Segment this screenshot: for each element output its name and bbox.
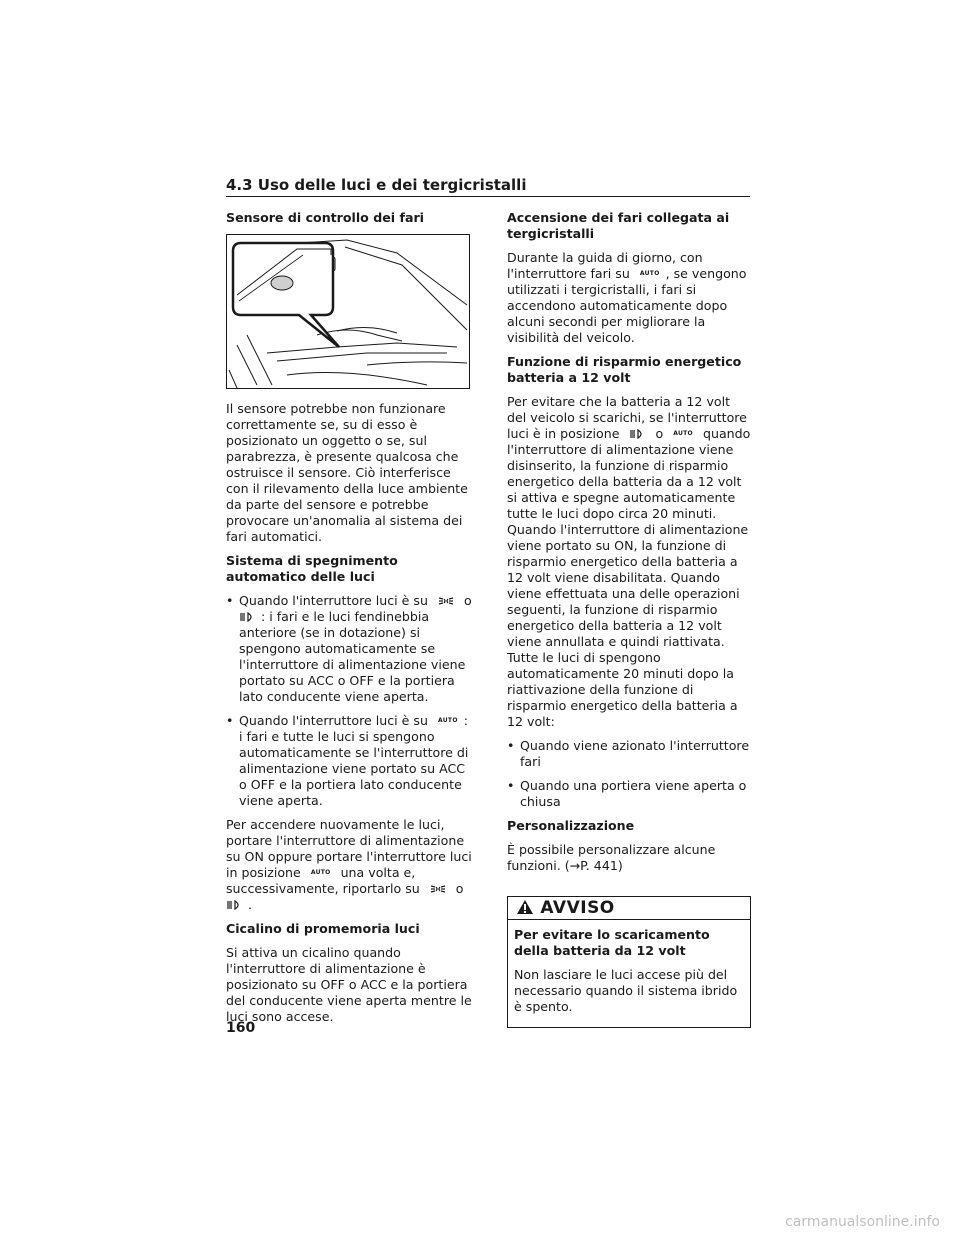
bullet2-text-b: : i fari e tutte le luci si spengono automaticamente se l'interruttore di alimentazione viene portato su ACC o OFF e la portiera lato conducente viene aperta. — [239, 713, 469, 808]
battery-title: Funzione di risparmio energetico batteria a 12 volt — [507, 354, 742, 385]
parking-lights-icon — [430, 884, 446, 894]
battery-text-b: quando l'interruttore di alimentazione viene disinserito, la funzione di risparmio energetico della batteria da a 12 volt si attiva e spegne automaticamente tutte le luci dopo circa 20 minuti. Quando l'interruttore di alimentazione viene portato su ON, la funzione di risparmio energetico della batteria a 12 volt viene disabilitata. Quando viene effettuata una delle operazioni seguenti, la funzione di risparmio energetico della batteria a 12 volt viene annullata e quindi riattivata. Tutte le luci di spengono automaticamente 20 minuti dopo la riattivazione della funzione di risparmio energetico della batteria a 12 volt: — [507, 426, 751, 729]
warning-body — [508, 920, 750, 1027]
warning-label: AVVISO — [540, 898, 615, 918]
battery-bullet2: Quando una portiera viene aperta o chiusa — [520, 778, 747, 809]
relight-text — [226, 817, 472, 913]
bullet: • — [226, 593, 234, 608]
auto-icon: AUTO — [673, 430, 693, 437]
auto-icon: AUTO — [438, 717, 458, 724]
bullet: • — [226, 713, 234, 728]
windshield-sensor-drawing — [227, 235, 469, 388]
list-item — [507, 778, 751, 810]
watermark: carmanualsonline.info — [785, 1214, 940, 1230]
wiper-text-b: , se vengono utilizzati i tergicristalli, i fari si accendono automaticamente dopo alcuni secondi per migliorare la visibilità del veicolo. — [507, 266, 747, 345]
sensor-title: Sensore di controllo dei fari — [226, 210, 424, 225]
custom-text: È possibile personalizzare alcune funzioni. (→P. 441) — [507, 842, 716, 873]
warning-title: Per evitare lo scaricamento della batteria da 12 volt — [514, 927, 710, 958]
bullet1-text-b: : i fari e le luci fendinebbia anteriore (se in dotazione) si spengono automaticamente se l'interruttore di alimentazione viene portato su ACC o OFF e la portiera lato conducente viene aperta. — [239, 609, 466, 704]
section-header: 4.3 Uso delle luci e dei tergicristalli — [226, 176, 750, 197]
right-column — [507, 210, 751, 1028]
list-item — [226, 713, 472, 809]
wiper-text — [507, 250, 751, 346]
relight-text-b: una volta e, successivamente, riportarlo su — [226, 865, 420, 896]
battery-text-a: Per evitare che la batteria a 12 volt del veicolo si scarichi, se l'interruttore luci è in posizione — [507, 394, 747, 441]
auto-off-title: Sistema di spegnimento automatico delle luci — [226, 553, 398, 584]
battery-text — [507, 394, 751, 730]
warning-text: Non lasciare le luci accese più del necessario quando il sistema ibrido è spento. — [514, 967, 738, 1014]
relight-or: o — [455, 881, 464, 896]
warning-box — [507, 896, 751, 1028]
left-column — [226, 210, 472, 1033]
bullet1-or: o — [464, 593, 472, 608]
bullet: • — [507, 738, 515, 753]
relight-text-a: Per accendere nuovamente le luci, portare l'interruttore di alimentazione su ON oppure portare l'interruttore luci in posizione — [226, 817, 472, 880]
headlight-icon — [239, 612, 255, 622]
warning-triangle-icon — [516, 899, 534, 915]
sensor-illustration — [226, 234, 470, 389]
page-number: 160 — [226, 1020, 256, 1036]
list-item — [226, 593, 472, 705]
chime-title: Cicalino di promemoria luci — [226, 921, 420, 936]
warning-header — [508, 897, 750, 920]
relight-end: . — [248, 897, 253, 912]
auto-icon: AUTO — [639, 270, 660, 277]
auto-off-list — [226, 593, 472, 809]
chime-text: Si attiva un cicalino quando l'interruttore di alimentazione è posizionato su OFF o ACC e la portiera del conducente viene aperta mentre le luci sono accese. — [226, 945, 472, 1024]
battery-or: o — [655, 426, 664, 441]
battery-bullet1: Quando viene azionato l'interruttore fari — [520, 738, 750, 769]
wiper-title: Accensione dei fari collegata ai tergicristalli — [507, 210, 730, 241]
custom-title: Personalizzazione — [507, 818, 635, 833]
sensor-text: Il sensore potrebbe non funzionare correttamente se, su di esso è posizionato un oggetto o se, sul parabrezza, è presente qualcosa che ostruisce il sensore. Ciò interferisce con il rilevamento della luce ambiente da parte del sensore e potrebbe provocare un'anomalia al sistema dei fari automatici. — [226, 401, 468, 544]
wiper-text-a: Durante la guida di giorno, con l'interruttore fari su — [507, 250, 703, 281]
bullet2-text-a: Quando l'interruttore luci è su — [239, 713, 428, 728]
headlight-icon — [226, 900, 242, 910]
bullet: • — [507, 778, 515, 793]
bullet1-text-a: Quando l'interruttore luci è su — [239, 593, 428, 608]
parking-lights-icon — [438, 596, 454, 606]
list-item — [507, 738, 751, 770]
battery-list — [507, 738, 751, 810]
auto-icon: AUTO — [310, 869, 331, 876]
headlight-icon — [629, 429, 645, 439]
